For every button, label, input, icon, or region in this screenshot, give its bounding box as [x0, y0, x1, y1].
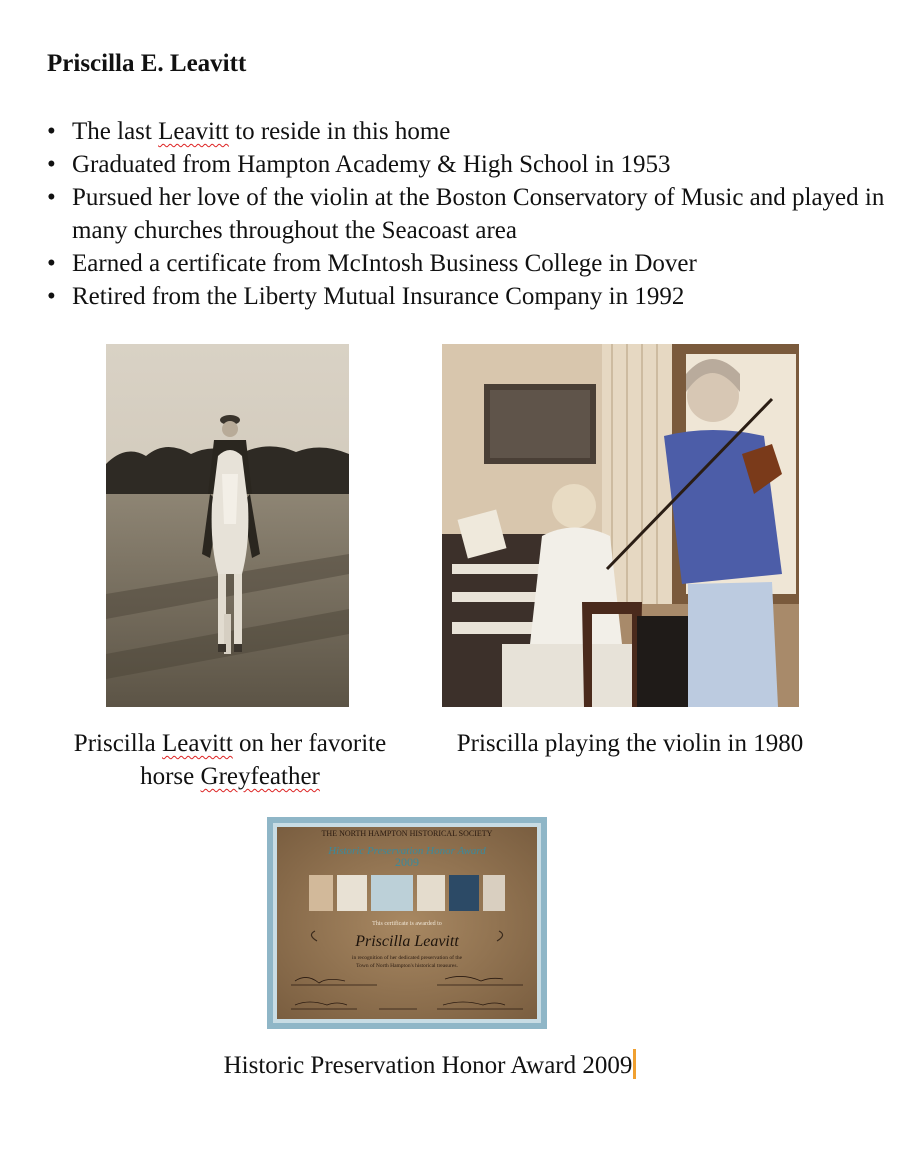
certificate-recognition-1: in recognition of her dedicated preservation of the	[351, 955, 463, 961]
misspelled-word: Greyfeather	[200, 763, 320, 790]
list-item: • Graduated from Hampton Academy & High School in 1953	[47, 148, 887, 181]
text-cursor	[633, 1049, 636, 1079]
violin-photo	[442, 344, 799, 707]
page-title: Priscilla E. Leavitt	[47, 50, 247, 77]
certificate-recipient: Priscilla Leavitt	[355, 933, 459, 950]
misspelled-word: Leavitt	[161, 730, 233, 757]
list-item: • Pursued her love of the violin at the Boston Conservatory of Music and played in many churches throughout the Seacoast area	[47, 181, 887, 247]
bullet-list	[47, 115, 887, 313]
list-item: • Earned a certificate from McIntosh Business College in Dover	[47, 247, 887, 280]
horse-photo-caption: Priscilla Leavitt on her favorite horse Greyfeather	[73, 730, 387, 790]
certificate-year: 2009	[395, 855, 419, 869]
list-item: • Retired from the Liberty Mutual Insurance Company in 1992	[47, 280, 887, 313]
certificate-title: Historic Preservation Honor Award	[328, 845, 486, 857]
award-certificate	[267, 817, 547, 1029]
violin-photo-caption: Priscilla playing the violin in 1980	[456, 730, 804, 757]
horse-photo	[106, 344, 349, 707]
misspelled-word: Leavitt	[158, 118, 229, 145]
certificate-recognition-2: Town of North Hampton's historical treasures.	[356, 963, 458, 969]
certificate-awarded-to: This certificate is awarded to	[372, 921, 442, 927]
certificate-society: THE NORTH HAMPTON HISTORICAL SOCIETY	[321, 829, 493, 838]
list-item: • The last Leavitt to reside in this home	[47, 115, 887, 148]
award-caption: Historic Preservation Honor Award 2009	[150, 1049, 710, 1082]
